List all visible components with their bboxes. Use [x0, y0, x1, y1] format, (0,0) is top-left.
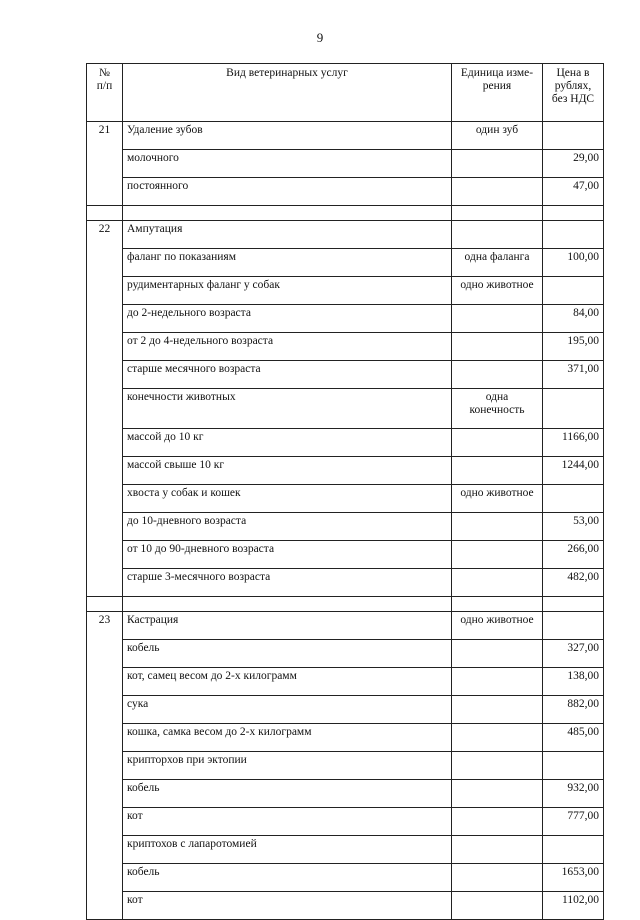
price-cell: 84,00: [543, 305, 604, 333]
table-row: [87, 780, 604, 808]
row-number-cell: [87, 277, 123, 305]
row-number-cell: [87, 640, 123, 668]
table-row: [87, 864, 604, 892]
unit-cell: одна конечность: [452, 389, 543, 429]
service-name-cell: массой до 10 кг: [123, 429, 452, 457]
service-name-cell: криптохов с лапаротомией: [123, 836, 452, 864]
header-num: [87, 64, 123, 122]
unit-cell: [452, 513, 543, 541]
row-number-cell: [87, 249, 123, 277]
price-cell: 1653,00: [543, 864, 604, 892]
service-name-cell: от 10 до 90-дневного возраста: [123, 541, 452, 569]
unit-cell: [452, 668, 543, 696]
table-row: [87, 513, 604, 541]
price-cell: [543, 389, 604, 429]
price-cell: 327,00: [543, 640, 604, 668]
table-body: [87, 122, 604, 920]
page-number: 9: [316, 30, 324, 45]
table-row: [87, 668, 604, 696]
spacer-cell: [543, 597, 604, 612]
table-row: [87, 389, 604, 429]
row-number-cell: [87, 361, 123, 389]
header-price-text: Цена в рублях, без НДС: [551, 67, 595, 105]
row-number-cell: [87, 485, 123, 513]
service-name-cell: постоянного: [123, 178, 452, 206]
price-table: [86, 63, 604, 920]
unit-cell: [452, 457, 543, 485]
header-unit-text: Единица изме- рения: [460, 67, 534, 92]
price-cell: 53,00: [543, 513, 604, 541]
price-cell: [543, 752, 604, 780]
unit-cell: одно животное: [452, 277, 543, 305]
price-cell: [543, 122, 604, 150]
row-number-cell: [87, 333, 123, 361]
spacer-cell: [87, 597, 123, 612]
row-number-cell: [87, 569, 123, 597]
row-number-cell: [87, 724, 123, 752]
row-number-cell: [87, 780, 123, 808]
price-cell: [543, 836, 604, 864]
price-cell: [543, 612, 604, 640]
group-spacer: [87, 597, 604, 612]
unit-cell: [452, 640, 543, 668]
service-name-cell: молочного: [123, 150, 452, 178]
unit-cell: [452, 569, 543, 597]
unit-cell: [452, 429, 543, 457]
row-number-cell: [87, 836, 123, 864]
price-cell: 882,00: [543, 696, 604, 724]
unit-cell: [452, 724, 543, 752]
service-name-cell: рудиментарных фаланг у собак: [123, 277, 452, 305]
row-number-cell: 22: [87, 221, 123, 249]
price-cell: [543, 485, 604, 513]
unit-cell: [452, 752, 543, 780]
group-spacer: [87, 206, 604, 221]
table-row: [87, 277, 604, 305]
header-num-text: № п/п: [96, 67, 113, 92]
service-name-cell: кобель: [123, 780, 452, 808]
unit-cell: [452, 892, 543, 920]
table-row: [87, 696, 604, 724]
row-number-cell: [87, 541, 123, 569]
table-row: [87, 249, 604, 277]
spacer-cell: [543, 206, 604, 221]
table-row: [87, 457, 604, 485]
spacer-cell: [123, 597, 452, 612]
unit-cell: одно животное: [452, 485, 543, 513]
price-cell: [543, 221, 604, 249]
service-name-cell: массой свыше 10 кг: [123, 457, 452, 485]
price-cell: 485,00: [543, 724, 604, 752]
table-row: [87, 752, 604, 780]
service-name-cell: кот: [123, 892, 452, 920]
price-cell: 482,00: [543, 569, 604, 597]
table-row: [87, 122, 604, 150]
row-number-cell: [87, 752, 123, 780]
row-number-cell: [87, 808, 123, 836]
table-row: [87, 361, 604, 389]
table-header-row: [87, 64, 604, 122]
service-name-cell: крипторхов при эктопии: [123, 752, 452, 780]
service-name-cell: хвоста у собак и кошек: [123, 485, 452, 513]
price-cell: [543, 277, 604, 305]
unit-cell: одна фаланга: [452, 249, 543, 277]
row-number-cell: 21: [87, 122, 123, 150]
service-name-cell: конечности животных: [123, 389, 452, 429]
unit-cell: [452, 221, 543, 249]
table-row: [87, 541, 604, 569]
table-row: [87, 221, 604, 249]
service-name-cell: кот: [123, 808, 452, 836]
row-number-cell: 23: [87, 612, 123, 640]
table-row: [87, 178, 604, 206]
price-cell: 932,00: [543, 780, 604, 808]
price-cell: 777,00: [543, 808, 604, 836]
header-price: [543, 64, 604, 122]
table-row: [87, 485, 604, 513]
price-cell: 138,00: [543, 668, 604, 696]
price-cell: 47,00: [543, 178, 604, 206]
service-name-cell: сука: [123, 696, 452, 724]
unit-cell: [452, 808, 543, 836]
table-row: [87, 429, 604, 457]
spacer-cell: [87, 206, 123, 221]
service-name-cell: кот, самец весом до 2-х килограмм: [123, 668, 452, 696]
unit-cell: [452, 150, 543, 178]
service-name-cell: до 2-недельного возраста: [123, 305, 452, 333]
row-number-cell: [87, 389, 123, 429]
table-row: [87, 569, 604, 597]
table-row: [87, 724, 604, 752]
unit-cell: [452, 780, 543, 808]
unit-cell: [452, 864, 543, 892]
price-cell: 1244,00: [543, 457, 604, 485]
price-cell: 371,00: [543, 361, 604, 389]
row-number-cell: [87, 892, 123, 920]
row-number-cell: [87, 457, 123, 485]
row-number-cell: [87, 864, 123, 892]
table-row: [87, 150, 604, 178]
row-number-cell: [87, 696, 123, 724]
price-cell: 29,00: [543, 150, 604, 178]
service-name-cell: кобель: [123, 864, 452, 892]
table-row: [87, 612, 604, 640]
unit-cell: [452, 305, 543, 333]
header-name-text: Вид ветеринарных услуг: [226, 67, 348, 79]
price-cell: 1102,00: [543, 892, 604, 920]
table-row: [87, 836, 604, 864]
price-cell: 195,00: [543, 333, 604, 361]
unit-cell: одно животное: [452, 612, 543, 640]
table-row: [87, 808, 604, 836]
service-name-cell: фаланг по показаниям: [123, 249, 452, 277]
spacer-cell: [123, 206, 452, 221]
unit-cell: [452, 696, 543, 724]
unit-cell: один зуб: [452, 122, 543, 150]
row-number-cell: [87, 305, 123, 333]
service-name-cell: старше месячного возраста: [123, 361, 452, 389]
service-name-cell: кошка, самка весом до 2-х килограмм: [123, 724, 452, 752]
unit-cell: [452, 541, 543, 569]
service-name-cell: Удаление зубов: [123, 122, 452, 150]
spacer-cell: [452, 206, 543, 221]
row-number-cell: [87, 668, 123, 696]
unit-cell: [452, 361, 543, 389]
service-name-cell: старше 3-месячного возраста: [123, 569, 452, 597]
spacer-cell: [452, 597, 543, 612]
price-cell: 266,00: [543, 541, 604, 569]
table-row: [87, 305, 604, 333]
price-cell: 1166,00: [543, 429, 604, 457]
unit-cell: [452, 836, 543, 864]
row-number-cell: [87, 178, 123, 206]
row-number-cell: [87, 150, 123, 178]
service-name-cell: Кастрация: [123, 612, 452, 640]
price-cell: 100,00: [543, 249, 604, 277]
service-name-cell: до 10-дневного возраста: [123, 513, 452, 541]
table-row: [87, 640, 604, 668]
unit-cell: [452, 178, 543, 206]
row-number-cell: [87, 429, 123, 457]
service-name-cell: Ампутация: [123, 221, 452, 249]
table-row: [87, 892, 604, 920]
service-name-cell: от 2 до 4-недельного возраста: [123, 333, 452, 361]
row-number-cell: [87, 513, 123, 541]
unit-cell: [452, 333, 543, 361]
header-unit: [452, 64, 543, 122]
header-name: [123, 64, 452, 122]
table-row: [87, 333, 604, 361]
service-name-cell: кобель: [123, 640, 452, 668]
